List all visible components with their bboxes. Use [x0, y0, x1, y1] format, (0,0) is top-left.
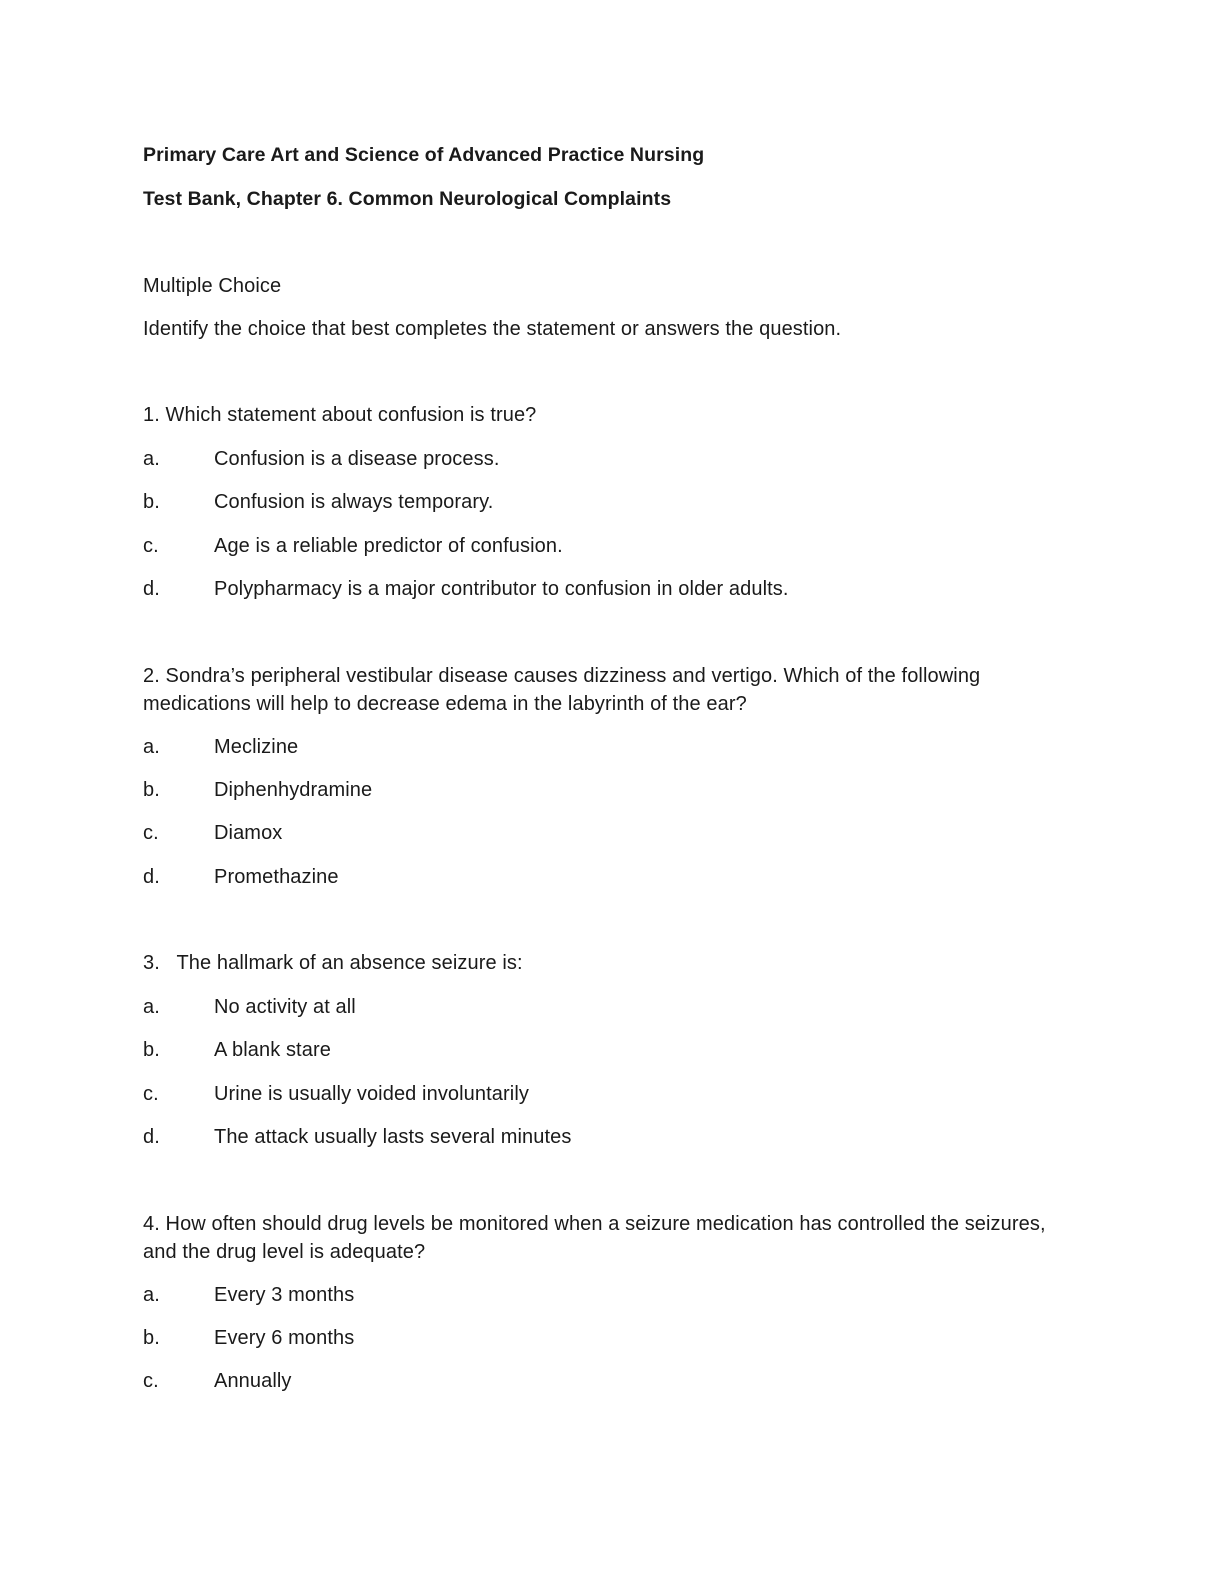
- answer-option: [143, 1039, 331, 1062]
- answer-option: [143, 822, 282, 845]
- section-label: Multiple Choice: [143, 275, 282, 297]
- option-letter: d.: [143, 578, 160, 600]
- option-text: A blank stare: [214, 1039, 331, 1061]
- option-text: Diphenhydramine: [214, 779, 373, 801]
- answer-option: [143, 736, 298, 759]
- option-text: Confusion is a disease process.: [214, 448, 500, 470]
- option-text: Every 3 months: [214, 1284, 355, 1306]
- option-letter: a.: [143, 448, 160, 470]
- option-letter: a.: [143, 736, 160, 758]
- option-letter: c.: [143, 1370, 159, 1392]
- instructions: Identify the choice that best completes the statement or answers the question.: [143, 318, 842, 340]
- answer-option: [143, 1126, 572, 1149]
- option-text: Diamox: [214, 822, 283, 844]
- option-text: Polypharmacy is a major contributor to confusion in older adults.: [214, 578, 789, 600]
- option-text: Meclizine: [214, 736, 299, 758]
- answer-option: [143, 866, 339, 889]
- option-letter: a.: [143, 996, 160, 1018]
- option-text: The attack usually lasts several minutes: [214, 1126, 572, 1148]
- answer-option: [143, 1370, 292, 1393]
- question-prompt: 4. How often should drug levels be monitored when a seizure medication has controlled the seizures, and the drug level is adequate?: [143, 1213, 1046, 1263]
- option-text: Urine is usually voided involuntarily: [214, 1083, 529, 1105]
- answer-option: [143, 578, 789, 601]
- option-letter: b.: [143, 779, 160, 801]
- option-letter: d.: [143, 866, 160, 888]
- question-prompt: 2. Sondra’s peripheral vestibular disease causes dizziness and vertigo. Which of the following medications will help to decrease edema in the labyrinth of the ear?: [143, 665, 981, 715]
- answer-option: [143, 1284, 354, 1307]
- option-letter: b.: [143, 1327, 160, 1349]
- option-letter: b.: [143, 1039, 160, 1061]
- option-letter: b.: [143, 491, 160, 513]
- option-letter: c.: [143, 535, 159, 557]
- answer-option: [143, 1327, 354, 1350]
- answer-option: [143, 779, 372, 802]
- document-subtitle: Test Bank, Chapter 6. Common Neurological Complaints: [143, 188, 672, 210]
- document-title: Primary Care Art and Science of Advanced Practice Nursing: [143, 144, 705, 166]
- answer-option: [143, 535, 563, 558]
- option-text: Confusion is always temporary.: [214, 491, 494, 513]
- question-prompt: 1. Which statement about confusion is true?: [143, 404, 537, 426]
- option-text: Promethazine: [214, 866, 339, 888]
- option-letter: a.: [143, 1284, 160, 1306]
- option-text: No activity at all: [214, 996, 356, 1018]
- option-text: Age is a reliable predictor of confusion.: [214, 535, 563, 557]
- option-letter: c.: [143, 1083, 159, 1105]
- answer-option: [143, 996, 356, 1019]
- question-prompt: 3. The hallmark of an absence seizure is:: [143, 952, 523, 974]
- answer-option: [143, 1083, 529, 1106]
- option-text: Every 6 months: [214, 1327, 355, 1349]
- option-letter: d.: [143, 1126, 160, 1148]
- answer-option: [143, 491, 493, 514]
- option-text: Annually: [214, 1370, 292, 1392]
- answer-option: [143, 448, 499, 471]
- option-letter: c.: [143, 822, 159, 844]
